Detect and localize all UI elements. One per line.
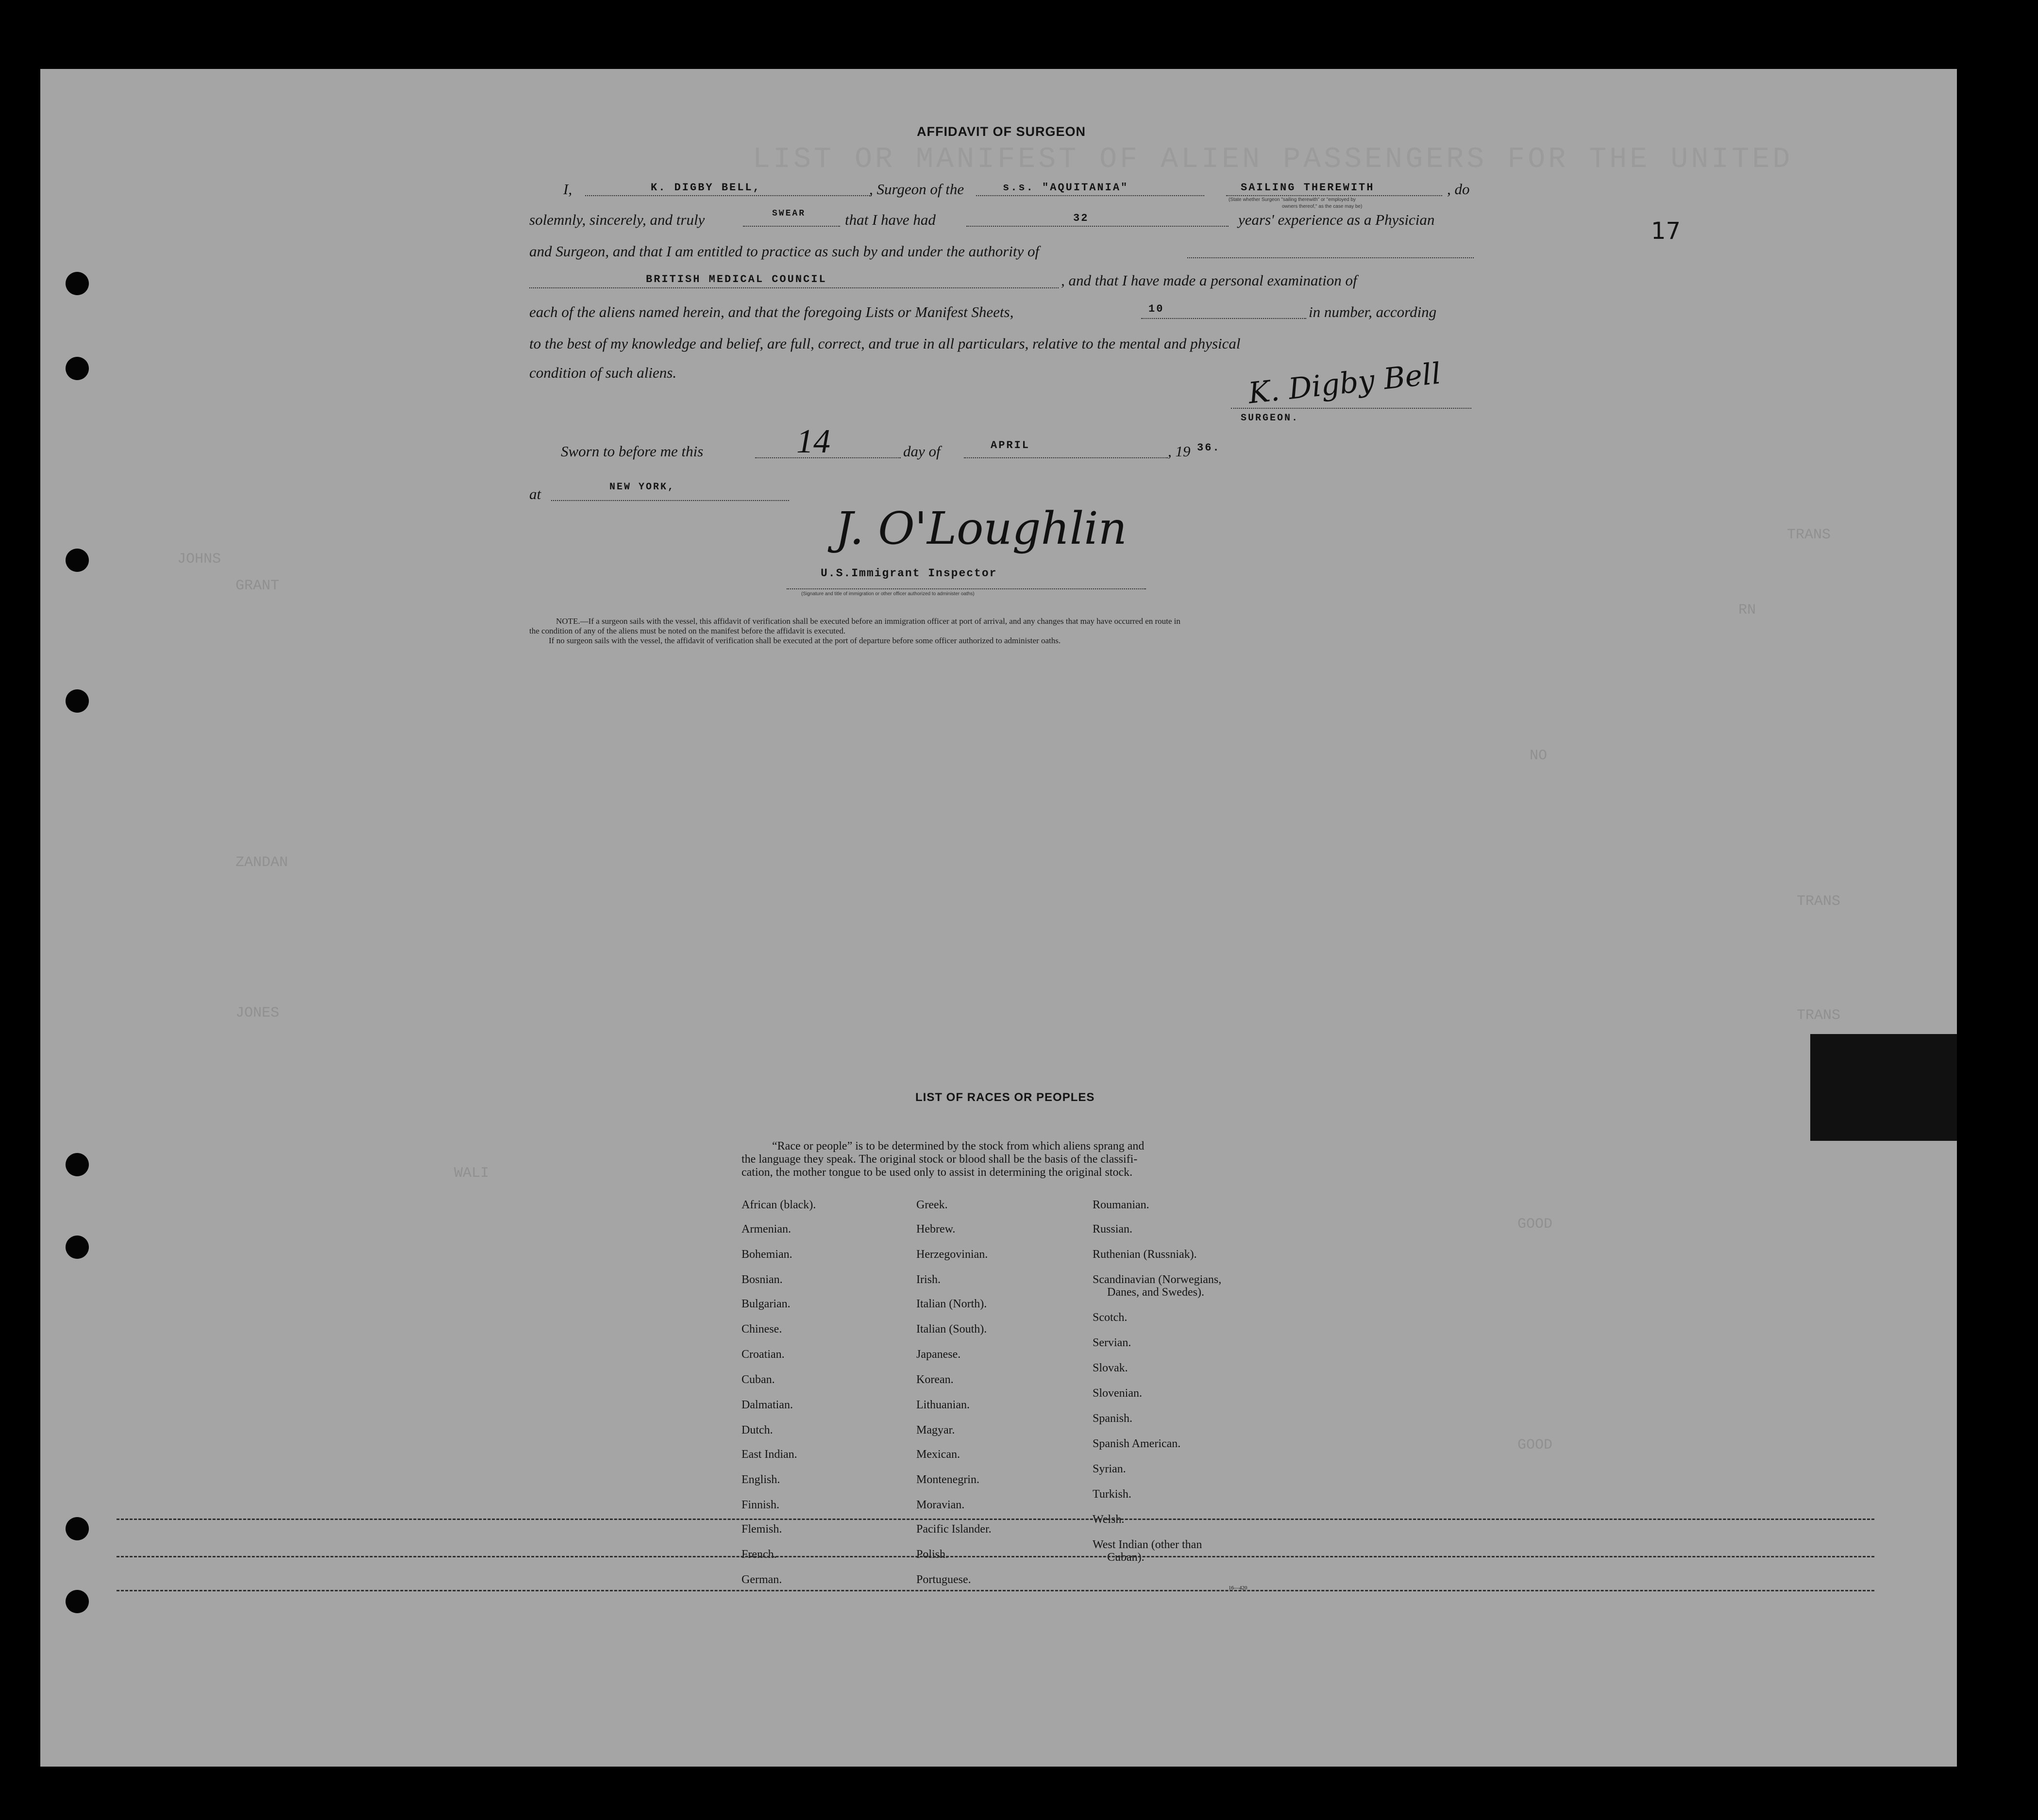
years-experience: 32 (1073, 212, 1089, 224)
race-item: Irish. (916, 1273, 941, 1286)
at-label: at (529, 485, 541, 502)
sworn-day-of: day of (903, 443, 941, 460)
race-item: Syrian. (1093, 1463, 1126, 1475)
race-item: Servian. (1093, 1336, 1131, 1349)
affidavit-line-6: to the best of my knowledge and belief, are full, correct, and true in all particulars, relative to the mental and physical (529, 335, 1241, 352)
race-item: Lithuanian. (916, 1399, 970, 1411)
bleed-left-word: ZANDAN (236, 854, 288, 871)
sworn-year-prefix: , 19 (1168, 443, 1191, 460)
race-item: Pacific Islander. (916, 1523, 992, 1536)
race-item: Roumanian. (1093, 1199, 1149, 1211)
bleed-margin-mark: TRANS (1787, 527, 1831, 543)
binder-hole (66, 1236, 89, 1259)
race-item: Hebrew. (916, 1223, 956, 1236)
race-item: Spanish American. (1093, 1437, 1181, 1450)
affidavit-line-3: and Surgeon, and that I am entitled to practice as such by and under the authority of (529, 243, 1040, 260)
race-item: German. (741, 1573, 782, 1586)
race-item: English. (741, 1473, 780, 1486)
affidavit-do: , do (1447, 181, 1470, 198)
affidavit-note: If no surgeon sails with the vessel, the affidavit of verification shall be executed at the port of departure before some officer authorized to administer oaths. (549, 636, 1061, 645)
race-item: Bohemian. (741, 1248, 792, 1261)
binder-hole (66, 272, 89, 295)
race-item: Montenegrin. (916, 1473, 979, 1486)
race-item: Polish. (916, 1548, 949, 1561)
affidavit-surgeon-of: , Surgeon of the (869, 181, 964, 198)
manifest-page (40, 69, 1957, 1767)
race-item: Dutch. (741, 1424, 773, 1436)
binder-hole (66, 1590, 89, 1613)
race-item: Scotch. (1093, 1311, 1128, 1324)
sailing-status: SAILING THEREWITH (1241, 182, 1375, 194)
race-item: Moravian. (916, 1499, 965, 1511)
bleed-margin-mark: TRANS (1797, 893, 1841, 910)
race-item: Portuguese. (916, 1573, 971, 1586)
sailing-note: (State whether Surgeon "sailing therewith" or "employed by (1229, 197, 1356, 202)
affidavit-note: NOTE.—If a surgeon sails with the vessel, this affidavit of verification shall be executed before an immigration officer at port of arrival, and any changes that may have occurred en route in (556, 617, 1180, 626)
races-title: LIST OF RACES OR PEOPLES (915, 1091, 1095, 1104)
affidavit-experience: years' experience as a Physician (1238, 211, 1435, 228)
race-item: Turkish. (1093, 1488, 1131, 1501)
surgeon-label: SURGEON. (1241, 413, 1299, 424)
binder-hole (66, 689, 89, 713)
bleed-left-word: JOHNS (177, 551, 221, 568)
race-item: Danes, and Swedes). (1107, 1286, 1204, 1299)
affidavit-line-7: condition of such aliens. (529, 364, 677, 381)
sailing-note: owners thereof," as the case may be) (1282, 204, 1363, 209)
race-item: Bosnian. (741, 1273, 783, 1286)
race-item: Spanish. (1093, 1412, 1133, 1425)
race-item: Korean. (916, 1373, 954, 1386)
surgeon-name: K. DIGBY BELL, (651, 182, 761, 194)
bleed-right-word: RN (1738, 602, 1756, 618)
redaction-block (1810, 1034, 1957, 1141)
race-item: Magyar. (916, 1424, 955, 1436)
race-item: French. (741, 1548, 777, 1561)
bleed-left-word: WALI (454, 1165, 489, 1182)
binder-hole (66, 1517, 89, 1540)
manifest-row-line (117, 1519, 1874, 1520)
inspector-title: U.S.Immigrant Inspector (821, 567, 997, 580)
race-item: Ruthenian (Russniak). (1093, 1248, 1197, 1261)
affidavit-that: that I have had (845, 211, 936, 228)
manifest-row-line (117, 1590, 1874, 1591)
binder-hole (66, 357, 89, 380)
race-item: Dalmatian. (741, 1399, 793, 1411)
race-item: Finnish. (741, 1499, 780, 1511)
race-item: Italian (South). (916, 1323, 987, 1336)
sheet-count: 10 (1148, 303, 1164, 315)
race-item: Cuban. (741, 1373, 775, 1386)
race-item: Greek. (916, 1199, 948, 1211)
race-item: Slovak. (1093, 1362, 1128, 1374)
surgeon-signature: K. Digby Bell (1246, 356, 1443, 411)
sworn-text: Sworn to before me this (561, 443, 704, 460)
oath-word: SWEAR (772, 209, 806, 218)
bleed-right-word: GOOD (1517, 1437, 1553, 1453)
affidavit-note: the condition of any of the aliens must be noted on the manifest before the affidavit is executed. (529, 626, 846, 635)
race-item: Japanese. (916, 1348, 961, 1361)
race-item: Italian (North). (916, 1298, 987, 1310)
form-number: 16—420 (1229, 1585, 1247, 1591)
sworn-month: APRIL (991, 439, 1030, 451)
race-item: Armenian. (741, 1223, 791, 1236)
bleed-right-word: GOOD (1517, 1216, 1553, 1233)
races-intro: the language they speak. The original stock or blood shall be the basis of the classifi- (741, 1153, 1138, 1166)
page-number: 17 (1651, 217, 1681, 245)
sworn-year-suffix: 36. (1197, 442, 1221, 454)
bleed-right-word: NO (1530, 748, 1548, 764)
race-item: Chinese. (741, 1323, 782, 1336)
races-intro: cation, the mother tongue to be used only to assist in determining the original stock. (741, 1166, 1133, 1179)
race-item: Herzegovinian. (916, 1248, 988, 1261)
race-item: Flemish. (741, 1523, 782, 1536)
affidavit-title: AFFIDAVIT OF SURGEON (917, 124, 1086, 139)
affidavit-line-4: , and that I have made a personal examination of (1061, 272, 1357, 289)
binder-hole (66, 1153, 89, 1176)
affidavit-i: I, (563, 181, 573, 198)
affidavit-line-5b: in number, according (1309, 303, 1437, 320)
bleed-header: LIST OR MANIFEST OF ALIEN PASSENGERS FOR THE UNITED (753, 143, 1793, 176)
manifest-row-line (117, 1556, 1874, 1557)
race-item: Bulgarian. (741, 1298, 791, 1310)
affidavit-line-2: solemnly, sincerely, and truly (529, 211, 705, 228)
bleed-left-word: GRANT (236, 578, 280, 594)
binder-hole (66, 549, 89, 572)
inspector-caption: (Signature and title of immigration or other officer authorized to administer oaths) (801, 591, 975, 597)
race-item: East Indian. (741, 1448, 797, 1461)
race-item: Scandinavian (Norwegians, (1093, 1273, 1222, 1286)
sworn-day: 14 (796, 423, 830, 460)
ship-name: s.s. "AQUITANIA" (1003, 182, 1129, 194)
races-intro: “Race or people” is to be determined by the stock from which aliens sprang and (772, 1140, 1145, 1152)
inspector-signature: J. O'Loughlin (835, 502, 1127, 554)
race-item: Croatian. (741, 1348, 785, 1361)
race-item: African (black). (741, 1199, 816, 1211)
bleed-left-word: JONES (236, 1005, 280, 1021)
authority-name: BRITISH MEDICAL COUNCIL (646, 273, 827, 285)
race-item: West Indian (other than (1093, 1538, 1202, 1551)
bleed-margin-mark: TRANS (1797, 1007, 1841, 1024)
affidavit-line-5: each of the aliens named herein, and that the foregoing Lists or Manifest Sheets, (529, 303, 1014, 320)
at-place: NEW YORK, (609, 482, 675, 493)
race-item: Welsh. (1093, 1513, 1125, 1526)
race-item: Slovenian. (1093, 1387, 1142, 1400)
race-item: Cuban). (1107, 1551, 1145, 1564)
race-item: Russian. (1093, 1223, 1133, 1236)
race-item: Mexican. (916, 1448, 960, 1461)
